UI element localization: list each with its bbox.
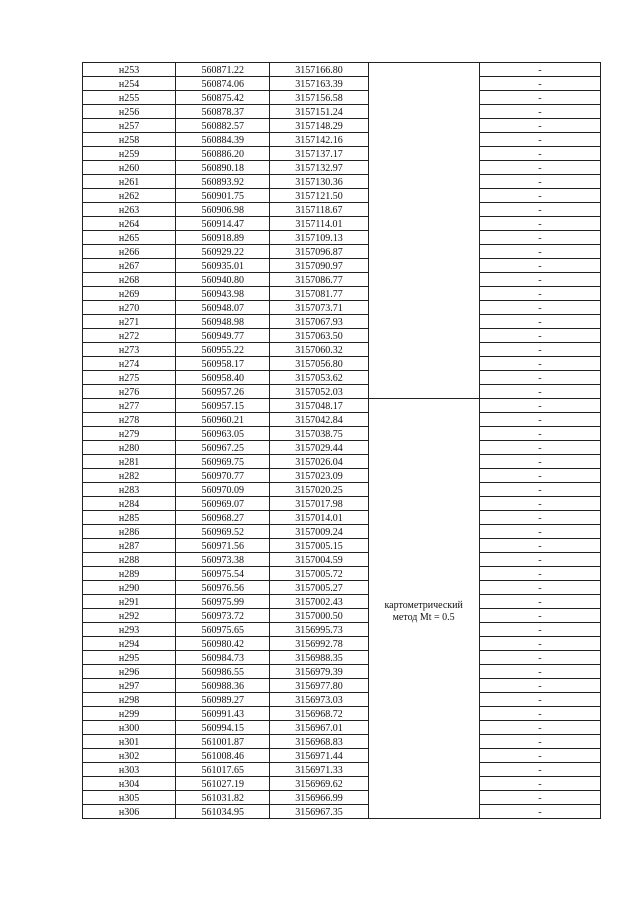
y-coordinate-cell: 3156973.03 — [270, 693, 368, 707]
x-coordinate-cell: 560871.22 — [176, 63, 270, 77]
table-row — [83, 763, 601, 777]
note-cell: - — [479, 77, 600, 91]
table-row — [83, 525, 601, 539]
point-id-cell: н262 — [83, 189, 176, 203]
table-row — [83, 693, 601, 707]
table-row — [83, 679, 601, 693]
point-id-cell: н290 — [83, 581, 176, 595]
x-coordinate-cell: 560929.22 — [176, 245, 270, 259]
y-coordinate-cell: 3157014.01 — [270, 511, 368, 525]
note-cell: - — [479, 105, 600, 119]
point-id-cell: н280 — [83, 441, 176, 455]
note-cell: - — [479, 777, 600, 791]
table-row — [83, 791, 601, 805]
y-coordinate-cell: 3157163.39 — [270, 77, 368, 91]
table-row — [83, 441, 601, 455]
note-cell: - — [479, 665, 600, 679]
y-coordinate-cell: 3156966.99 — [270, 791, 368, 805]
table-row — [83, 217, 601, 231]
note-cell: - — [479, 483, 600, 497]
x-coordinate-cell: 560940.80 — [176, 273, 270, 287]
y-coordinate-cell: 3156969.62 — [270, 777, 368, 791]
y-coordinate-cell: 3157073.71 — [270, 301, 368, 315]
x-coordinate-cell: 560935.01 — [176, 259, 270, 273]
table-row — [83, 259, 601, 273]
note-cell: - — [479, 763, 600, 777]
x-coordinate-cell: 561034.95 — [176, 805, 270, 819]
point-id-cell: н276 — [83, 385, 176, 399]
y-coordinate-cell: 3157038.75 — [270, 427, 368, 441]
note-cell: - — [479, 553, 600, 567]
note-cell: - — [479, 693, 600, 707]
point-id-cell: н273 — [83, 343, 176, 357]
point-id-cell: н299 — [83, 707, 176, 721]
x-coordinate-cell: 560970.77 — [176, 469, 270, 483]
y-coordinate-cell: 3157130.36 — [270, 175, 368, 189]
point-id-cell: н281 — [83, 455, 176, 469]
y-coordinate-cell: 3157151.24 — [270, 105, 368, 119]
x-coordinate-cell: 560948.07 — [176, 301, 270, 315]
point-id-cell: н265 — [83, 231, 176, 245]
table-row — [83, 553, 601, 567]
point-id-cell: н257 — [83, 119, 176, 133]
table-row — [83, 287, 601, 301]
note-cell: - — [479, 371, 600, 385]
coordinates-table — [82, 62, 601, 819]
point-id-cell: н301 — [83, 735, 176, 749]
x-coordinate-cell: 560893.92 — [176, 175, 270, 189]
point-id-cell: н271 — [83, 315, 176, 329]
note-cell: - — [479, 91, 600, 105]
note-cell: - — [479, 791, 600, 805]
x-coordinate-cell: 561017.65 — [176, 763, 270, 777]
y-coordinate-cell: 3157063.50 — [270, 329, 368, 343]
y-coordinate-cell: 3157067.93 — [270, 315, 368, 329]
note-cell: - — [479, 609, 600, 623]
y-coordinate-cell: 3157029.44 — [270, 441, 368, 455]
table-row — [83, 637, 601, 651]
y-coordinate-cell: 3157009.24 — [270, 525, 368, 539]
y-coordinate-cell: 3157017.98 — [270, 497, 368, 511]
y-coordinate-cell: 3157090.97 — [270, 259, 368, 273]
table-row — [83, 497, 601, 511]
note-cell: - — [479, 595, 600, 609]
x-coordinate-cell: 560980.42 — [176, 637, 270, 651]
note-cell: - — [479, 623, 600, 637]
y-coordinate-cell: 3157081.77 — [270, 287, 368, 301]
note-cell: - — [479, 455, 600, 469]
x-coordinate-cell: 560969.07 — [176, 497, 270, 511]
note-cell: - — [479, 175, 600, 189]
note-cell: - — [479, 525, 600, 539]
table-row — [83, 175, 601, 189]
y-coordinate-cell: 3156992.78 — [270, 637, 368, 651]
point-id-cell: н255 — [83, 91, 176, 105]
x-coordinate-cell: 560957.15 — [176, 399, 270, 413]
note-cell: - — [479, 637, 600, 651]
x-coordinate-cell: 560991.43 — [176, 707, 270, 721]
y-coordinate-cell: 3157023.09 — [270, 469, 368, 483]
note-cell: - — [479, 231, 600, 245]
x-coordinate-cell: 560875.42 — [176, 91, 270, 105]
point-id-cell: н291 — [83, 595, 176, 609]
y-coordinate-cell: 3157048.17 — [270, 399, 368, 413]
x-coordinate-cell: 561001.87 — [176, 735, 270, 749]
x-coordinate-cell: 560994.15 — [176, 721, 270, 735]
note-cell: - — [479, 189, 600, 203]
note-cell: - — [479, 273, 600, 287]
x-coordinate-cell: 560901.75 — [176, 189, 270, 203]
table-row — [83, 483, 601, 497]
table-row — [83, 609, 601, 623]
note-cell: - — [479, 147, 600, 161]
y-coordinate-cell: 3156968.72 — [270, 707, 368, 721]
note-cell: - — [479, 301, 600, 315]
y-coordinate-cell: 3157148.29 — [270, 119, 368, 133]
point-id-cell: н306 — [83, 805, 176, 819]
x-coordinate-cell: 560874.06 — [176, 77, 270, 91]
note-cell: - — [479, 399, 600, 413]
y-coordinate-cell: 3157056.80 — [270, 357, 368, 371]
note-cell: - — [479, 511, 600, 525]
point-id-cell: н303 — [83, 763, 176, 777]
y-coordinate-cell: 3157121.50 — [270, 189, 368, 203]
method-cell-empty — [368, 63, 479, 399]
point-id-cell: н256 — [83, 105, 176, 119]
point-id-cell: н300 — [83, 721, 176, 735]
table-row — [83, 245, 601, 259]
x-coordinate-cell: 560958.17 — [176, 357, 270, 371]
note-cell: - — [479, 679, 600, 693]
x-coordinate-cell: 561027.19 — [176, 777, 270, 791]
note-cell: - — [479, 749, 600, 763]
table-row — [83, 651, 601, 665]
y-coordinate-cell: 3157000.50 — [270, 609, 368, 623]
x-coordinate-cell: 560886.20 — [176, 147, 270, 161]
point-id-cell: н277 — [83, 399, 176, 413]
point-id-cell: н274 — [83, 357, 176, 371]
point-id-cell: н294 — [83, 637, 176, 651]
x-coordinate-cell: 560967.25 — [176, 441, 270, 455]
note-cell: - — [479, 441, 600, 455]
table-row — [83, 749, 601, 763]
table-row — [83, 777, 601, 791]
point-id-cell: н272 — [83, 329, 176, 343]
x-coordinate-cell: 560882.57 — [176, 119, 270, 133]
point-id-cell: н254 — [83, 77, 176, 91]
y-coordinate-cell: 3157053.62 — [270, 371, 368, 385]
note-cell: - — [479, 385, 600, 399]
x-coordinate-cell: 560955.22 — [176, 343, 270, 357]
x-coordinate-cell: 560969.52 — [176, 525, 270, 539]
x-coordinate-cell: 560971.56 — [176, 539, 270, 553]
x-coordinate-cell: 560973.38 — [176, 553, 270, 567]
point-id-cell: н286 — [83, 525, 176, 539]
note-cell: - — [479, 707, 600, 721]
y-coordinate-cell: 3157002.43 — [270, 595, 368, 609]
table-row — [83, 665, 601, 679]
table-row — [83, 469, 601, 483]
table-row — [83, 413, 601, 427]
table-row — [83, 105, 601, 119]
note-cell: - — [479, 245, 600, 259]
y-coordinate-cell: 3157137.17 — [270, 147, 368, 161]
point-id-cell: н284 — [83, 497, 176, 511]
point-id-cell: н293 — [83, 623, 176, 637]
x-coordinate-cell: 561031.82 — [176, 791, 270, 805]
y-coordinate-cell: 3157118.67 — [270, 203, 368, 217]
note-cell: - — [479, 217, 600, 231]
y-coordinate-cell: 3157109.13 — [270, 231, 368, 245]
note-cell: - — [479, 315, 600, 329]
table-row — [83, 511, 601, 525]
y-coordinate-cell: 3156971.33 — [270, 763, 368, 777]
table-row — [83, 385, 601, 399]
table-row — [83, 427, 601, 441]
point-id-cell: н287 — [83, 539, 176, 553]
y-coordinate-cell: 3156967.01 — [270, 721, 368, 735]
x-coordinate-cell: 560957.26 — [176, 385, 270, 399]
table-row — [83, 329, 601, 343]
table-row — [83, 133, 601, 147]
point-id-cell: н296 — [83, 665, 176, 679]
table-row — [83, 147, 601, 161]
table-row — [83, 91, 601, 105]
note-cell: - — [479, 735, 600, 749]
point-id-cell: н253 — [83, 63, 176, 77]
table-row — [83, 707, 601, 721]
table-row — [83, 231, 601, 245]
point-id-cell: н298 — [83, 693, 176, 707]
x-coordinate-cell: 560984.73 — [176, 651, 270, 665]
x-coordinate-cell: 560975.54 — [176, 567, 270, 581]
point-id-cell: н267 — [83, 259, 176, 273]
y-coordinate-cell: 3157132.97 — [270, 161, 368, 175]
note-cell: - — [479, 469, 600, 483]
y-coordinate-cell: 3157005.72 — [270, 567, 368, 581]
y-coordinate-cell: 3157096.87 — [270, 245, 368, 259]
note-cell: - — [479, 287, 600, 301]
point-id-cell: н261 — [83, 175, 176, 189]
y-coordinate-cell: 3157086.77 — [270, 273, 368, 287]
x-coordinate-cell: 560970.09 — [176, 483, 270, 497]
note-cell: - — [479, 721, 600, 735]
x-coordinate-cell: 560976.56 — [176, 581, 270, 595]
x-coordinate-cell: 560918.89 — [176, 231, 270, 245]
note-cell: - — [479, 63, 600, 77]
point-id-cell: н305 — [83, 791, 176, 805]
x-coordinate-cell: 560986.55 — [176, 665, 270, 679]
note-cell: - — [479, 427, 600, 441]
point-id-cell: н282 — [83, 469, 176, 483]
y-coordinate-cell: 3157020.25 — [270, 483, 368, 497]
x-coordinate-cell: 560906.98 — [176, 203, 270, 217]
table-row — [83, 805, 601, 819]
y-coordinate-cell: 3157026.04 — [270, 455, 368, 469]
y-coordinate-cell: 3156977.80 — [270, 679, 368, 693]
y-coordinate-cell: 3156967.35 — [270, 805, 368, 819]
table-row — [83, 301, 601, 315]
note-cell: - — [479, 329, 600, 343]
y-coordinate-cell: 3157042.84 — [270, 413, 368, 427]
point-id-cell: н258 — [83, 133, 176, 147]
note-cell: - — [479, 651, 600, 665]
x-coordinate-cell: 560878.37 — [176, 105, 270, 119]
table-row — [83, 539, 601, 553]
x-coordinate-cell: 560989.27 — [176, 693, 270, 707]
note-cell: - — [479, 119, 600, 133]
x-coordinate-cell: 560884.39 — [176, 133, 270, 147]
point-id-cell: н297 — [83, 679, 176, 693]
x-coordinate-cell: 560963.05 — [176, 427, 270, 441]
point-id-cell: н283 — [83, 483, 176, 497]
note-cell: - — [479, 581, 600, 595]
point-id-cell: н266 — [83, 245, 176, 259]
note-cell: - — [479, 805, 600, 819]
y-coordinate-cell: 3156995.73 — [270, 623, 368, 637]
x-coordinate-cell: 560960.21 — [176, 413, 270, 427]
note-cell: - — [479, 413, 600, 427]
point-id-cell: н269 — [83, 287, 176, 301]
coordinates-table-body — [83, 63, 601, 819]
y-coordinate-cell: 3156968.83 — [270, 735, 368, 749]
point-id-cell: н289 — [83, 567, 176, 581]
point-id-cell: н292 — [83, 609, 176, 623]
y-coordinate-cell: 3157005.27 — [270, 581, 368, 595]
table-row — [83, 623, 601, 637]
point-id-cell: н259 — [83, 147, 176, 161]
table-row — [83, 77, 601, 91]
point-id-cell: н302 — [83, 749, 176, 763]
table-row — [83, 343, 601, 357]
y-coordinate-cell: 3157156.58 — [270, 91, 368, 105]
x-coordinate-cell: 560973.72 — [176, 609, 270, 623]
x-coordinate-cell: 560958.40 — [176, 371, 270, 385]
y-coordinate-cell: 3157052.03 — [270, 385, 368, 399]
point-id-cell: н264 — [83, 217, 176, 231]
y-coordinate-cell: 3157004.59 — [270, 553, 368, 567]
method-name-text: картометрический — [384, 599, 463, 611]
note-cell: - — [479, 203, 600, 217]
table-row — [83, 63, 601, 77]
y-coordinate-cell: 3156979.39 — [270, 665, 368, 679]
y-coordinate-cell: 3157114.01 — [270, 217, 368, 231]
method-accuracy-text: метод Mt = 0.5 — [392, 611, 455, 623]
point-id-cell: н260 — [83, 161, 176, 175]
table-row — [83, 203, 601, 217]
table-row — [83, 371, 601, 385]
table-row — [83, 595, 601, 609]
note-cell: - — [479, 539, 600, 553]
y-coordinate-cell: 3157060.32 — [270, 343, 368, 357]
x-coordinate-cell: 560943.98 — [176, 287, 270, 301]
point-id-cell: н278 — [83, 413, 176, 427]
table-row — [83, 273, 601, 287]
point-id-cell: н263 — [83, 203, 176, 217]
y-coordinate-cell: 3156988.35 — [270, 651, 368, 665]
x-coordinate-cell: 560968.27 — [176, 511, 270, 525]
point-id-cell: н304 — [83, 777, 176, 791]
note-cell: - — [479, 259, 600, 273]
point-id-cell: н285 — [83, 511, 176, 525]
note-cell: - — [479, 567, 600, 581]
x-coordinate-cell: 560890.18 — [176, 161, 270, 175]
table-row — [83, 399, 601, 413]
y-coordinate-cell: 3157142.16 — [270, 133, 368, 147]
table-row — [83, 315, 601, 329]
x-coordinate-cell: 560948.98 — [176, 315, 270, 329]
note-cell: - — [479, 133, 600, 147]
y-coordinate-cell: 3157005.15 — [270, 539, 368, 553]
table-row — [83, 567, 601, 581]
point-id-cell: н288 — [83, 553, 176, 567]
x-coordinate-cell: 560949.77 — [176, 329, 270, 343]
table-row — [83, 119, 601, 133]
table-row — [83, 357, 601, 371]
point-id-cell: н279 — [83, 427, 176, 441]
method-cell — [368, 399, 479, 819]
note-cell: - — [479, 161, 600, 175]
point-id-cell: н295 — [83, 651, 176, 665]
x-coordinate-cell: 561008.46 — [176, 749, 270, 763]
x-coordinate-cell: 560969.75 — [176, 455, 270, 469]
point-id-cell: н270 — [83, 301, 176, 315]
table-row — [83, 735, 601, 749]
point-id-cell: н268 — [83, 273, 176, 287]
point-id-cell: н275 — [83, 371, 176, 385]
y-coordinate-cell: 3156971.44 — [270, 749, 368, 763]
table-row — [83, 581, 601, 595]
table-row — [83, 455, 601, 469]
x-coordinate-cell: 560914.47 — [176, 217, 270, 231]
note-cell: - — [479, 497, 600, 511]
note-cell: - — [479, 343, 600, 357]
x-coordinate-cell: 560988.36 — [176, 679, 270, 693]
x-coordinate-cell: 560975.99 — [176, 595, 270, 609]
x-coordinate-cell: 560975.65 — [176, 623, 270, 637]
y-coordinate-cell: 3157166.80 — [270, 63, 368, 77]
table-row — [83, 721, 601, 735]
table-row — [83, 161, 601, 175]
note-cell: - — [479, 357, 600, 371]
table-row — [83, 189, 601, 203]
